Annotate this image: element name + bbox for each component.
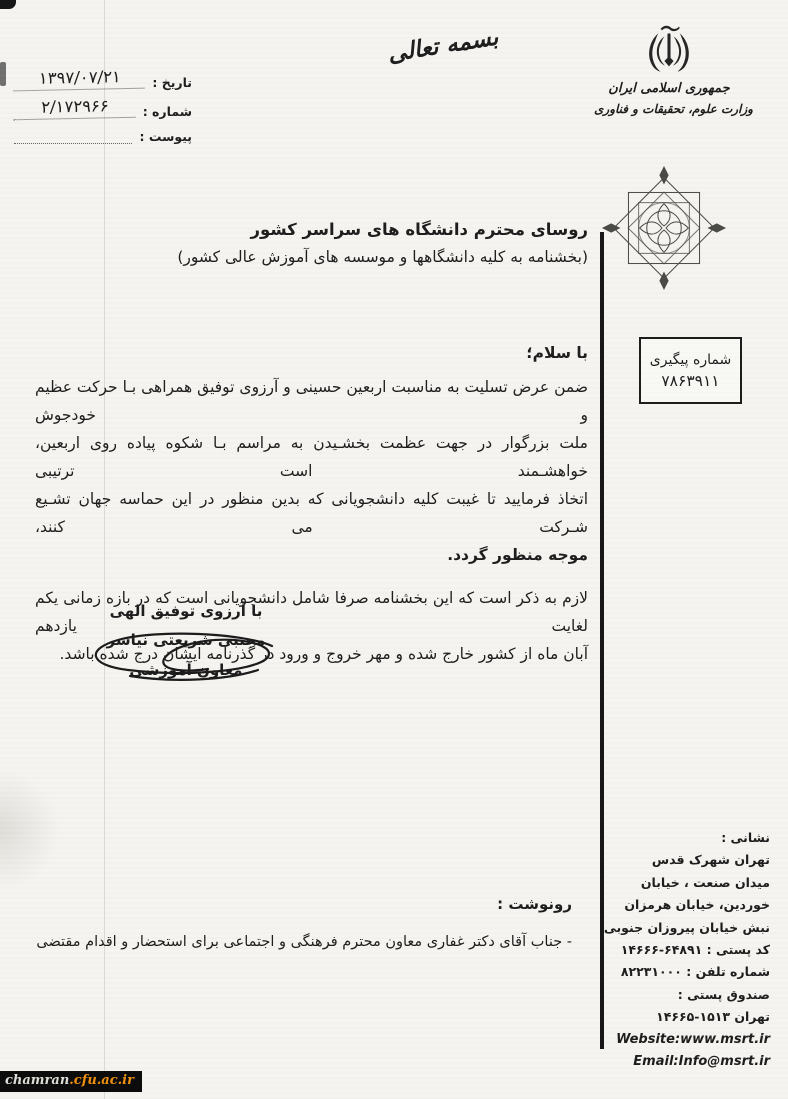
watermark-suffix: .cfu.ac.ir (69, 1073, 134, 1088)
address-line: میدان صنعت ، خیابان (640, 874, 770, 890)
address-phone: شماره تلفن : ۸۲۲۳۱۰۰۰ (620, 964, 770, 980)
address-pobox: تهران ۱۵۱۳-۱۴۶۶۵ (656, 1009, 770, 1025)
attachment-row (14, 129, 192, 144)
bismillah-calligraphy: بسمه تعالی (386, 24, 500, 68)
scan-edge-artifact (0, 62, 6, 86)
recipient-block (35, 220, 588, 266)
number-row (14, 97, 192, 119)
scan-corner-artifact (0, 0, 16, 9)
address-pobox-label: صندوق پستی : (677, 986, 770, 1002)
number-label: شماره : (142, 104, 192, 119)
body-line: آبان ماه از کشور خارج شده و مهر خروج و ورود در گذرنامه ایشان درج شده باشد. (59, 645, 588, 663)
signer-name: مجتبی شریعتی نیاسر (106, 631, 266, 649)
signature-scribble-icon (76, 628, 288, 688)
gov-name-line: جمهوری اسلامی ایران (608, 81, 730, 96)
signer-role: معاون آموزشی (129, 661, 243, 679)
address-line: تهران شهرک قدس (651, 852, 770, 868)
address-line: خوردین، خیابان هرمزان (624, 897, 770, 913)
iran-emblem-icon (646, 22, 692, 74)
date-value: ۱۳۹۷/۰۷/۲۱ (13, 67, 145, 92)
site-watermark (0, 1071, 142, 1092)
body-line: اتخاذ فرمایید تا غیبت کلیه دانشجویانی که بدین منظور در این حماسه جهان تشـیع شـرکت می کنند، (35, 490, 588, 536)
body-line-emphasized: موجه منظور گردد. (447, 546, 588, 564)
signature-blessing: با آرزوی توفیق الهی (109, 602, 263, 620)
body-line: ملت بزرگوار در جهت عظمت بخشـیدن به مراسم بـا شکوه پیاده روی اربعین، خواهشـمند است ترتیبی (35, 434, 588, 480)
tracking-label: شماره پیگیری (649, 351, 732, 368)
body-line: لازم به ذکر است که این بخشنامه صرفا شامل دانشجویانی است که در بازه زمانی یکم لغایت یازدهم (35, 589, 588, 635)
address-line: نشانی : (721, 830, 770, 845)
recipient-title: روسای محترم دانشگاه های سراسر کشور (250, 220, 588, 239)
number-value: ۲/۱۷۲۹۶۶ (13, 96, 136, 121)
cc-block (36, 895, 572, 950)
salutation: با سلام؛ (526, 344, 588, 362)
scan-smudge-artifact (0, 770, 60, 890)
address-email: Email:Info@msrt.ir (633, 1054, 770, 1070)
address-line: نبش خیابان پیروزان جنوبی (603, 919, 770, 935)
attachment-label: پیوست : (139, 129, 192, 144)
cc-label: رونوشت : (497, 895, 572, 913)
ministry-name-line: وزارت علوم، تحقیقات و فناوری (594, 102, 753, 116)
address-postal-code: کد پستی : ۶۴۸۹۱-۱۴۶۶۶ (620, 942, 770, 958)
date-label: تاریخ : (152, 75, 192, 90)
address-website: Website:www.msrt.ir (616, 1031, 770, 1047)
tracking-number: ۷۸۶۳۹۱۱ (661, 371, 720, 390)
cc-item: - جناب آقای دکتر غفاری معاون محترم فرهنگی و اجتماعی برای استحضار و اقدام مقتضی (36, 934, 572, 950)
attachment-blank-line (14, 129, 132, 144)
star-ornament-icon (597, 161, 731, 295)
tracking-number-box (639, 337, 742, 404)
recipient-subtitle: (بخشنامه به کلیه دانشگاهها و موسسه های آموزش عالی کشور) (177, 248, 588, 266)
government-header (594, 22, 753, 116)
footer-address (604, 827, 770, 1073)
date-row (14, 68, 192, 90)
watermark-prefix: chamran (5, 1073, 70, 1088)
body-line: ضمن عرض تسلیت به مناسبت اربعین حسینی و آرزوی توفیق همراهی بـا حرکت عظیم و خودجوش (35, 378, 588, 424)
paragraph-1 (35, 373, 588, 569)
